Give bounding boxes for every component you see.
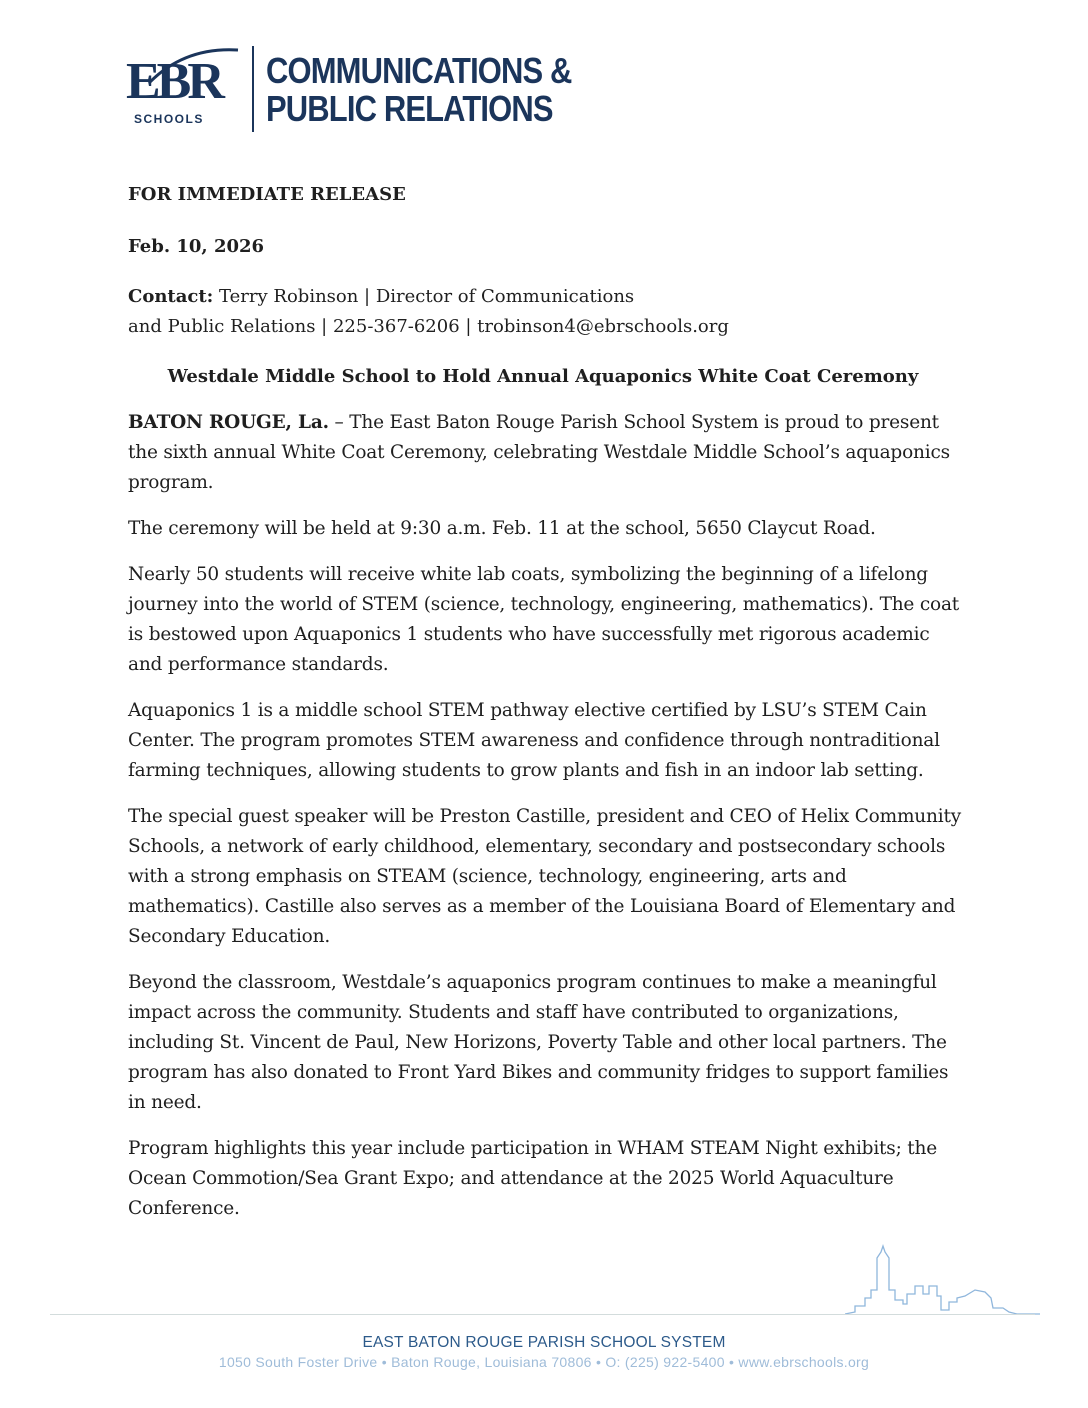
contact-info [128,282,968,342]
paragraph-2: The ceremony will be held at 9:30 a.m. Feb. 11 at the school, 5650 Claycut Road. [128,518,876,539]
footer-divider [50,1314,1035,1315]
paragraph-7: Program highlights this year include participation in WHAM STEAM Night exhibits; the Ocean Commotion/Sea Grant Expo; and attendance at the 2025 World Aquaculture Conference. [128,1138,937,1219]
footer [0,1333,1088,1371]
paragraph-6: Beyond the classroom, Westdale’s aquaponics program continues to make a meaningful impact across the community. Students and staff have contributed to organizations, including St. Vincent de Paul, New Horizons, Poverty Table and other local partners. The program has also donated to Front Yard Bikes and community fridges to support families in need. [128,972,949,1113]
press-release-body [128,180,968,1224]
headline: Westdale Middle School to Hold Annual Aquaponics White Coat Ceremony [167,366,919,387]
paragraph-5: The special guest speaker will be Preston Castille, president and CEO of Helix Community Schools, a network of early childhood, elementary, secondary and postsecondary schools with a strong emphasis on STEAM (science, technology, engineering, arts and mathematics). Castille also serves as a member of the Louisiana Board of Elementary and Secondary Education. [128,806,961,947]
department-title [266,52,572,128]
footer-address: 1050 South Foster Drive • Baton Rouge, Louisiana 70806 • O: (225) 922-5400 • www.ebrschools.org [218,1354,870,1370]
contact-label: Contact: [128,286,214,307]
dateline: BATON ROUGE, La. [128,412,329,433]
department-line-1: COMMUNICATIONS & [266,50,572,91]
ebr-schools-logo [126,44,240,130]
paragraph-3: Nearly 50 students will receive white lab coats, symbolizing the beginning of a lifelong journey into the world of STEM (science, technology, engineering, mathematics). The coat is bestowed upon Aquaponics 1 students who have successfully met rigorous academic and performance standards. [128,564,960,675]
department-line-2: PUBLIC RELATIONS [266,88,553,129]
paragraph-1 [128,408,968,498]
contact-line-1: Terry Robinson | Director of Communications [213,286,635,307]
letterhead [126,44,621,134]
contact-line-2: and Public Relations | 225-367-6206 | trobinson4@ebrschools.org [128,316,729,337]
logo-divider [252,46,254,132]
logo-ebr-text: EBR [126,53,221,110]
release-date: Feb. 10, 2026 [128,236,265,257]
paragraph-4: Aquaponics 1 is a middle school STEM pathway elective certified by LSU’s STEM Cain Center. The program promotes STEM awareness and confidence through nontraditional farming techniques, allowing students to grow plants and fish in an indoor lab setting. [128,700,940,781]
baton-rouge-skyline-icon [845,1238,1040,1318]
logo-schools-text: SCHOOLS [134,112,204,126]
footer-organization: EAST BATON ROUGE PARISH SCHOOL SYSTEM [362,1334,726,1351]
paragraph-1-text: – The East Baton Rouge Parish School System is proud to present the sixth annual White Coat Ceremony, celebrating Westdale Middle School’s aquaponics program. [128,412,950,493]
release-label: FOR IMMEDIATE RELEASE [128,184,406,205]
